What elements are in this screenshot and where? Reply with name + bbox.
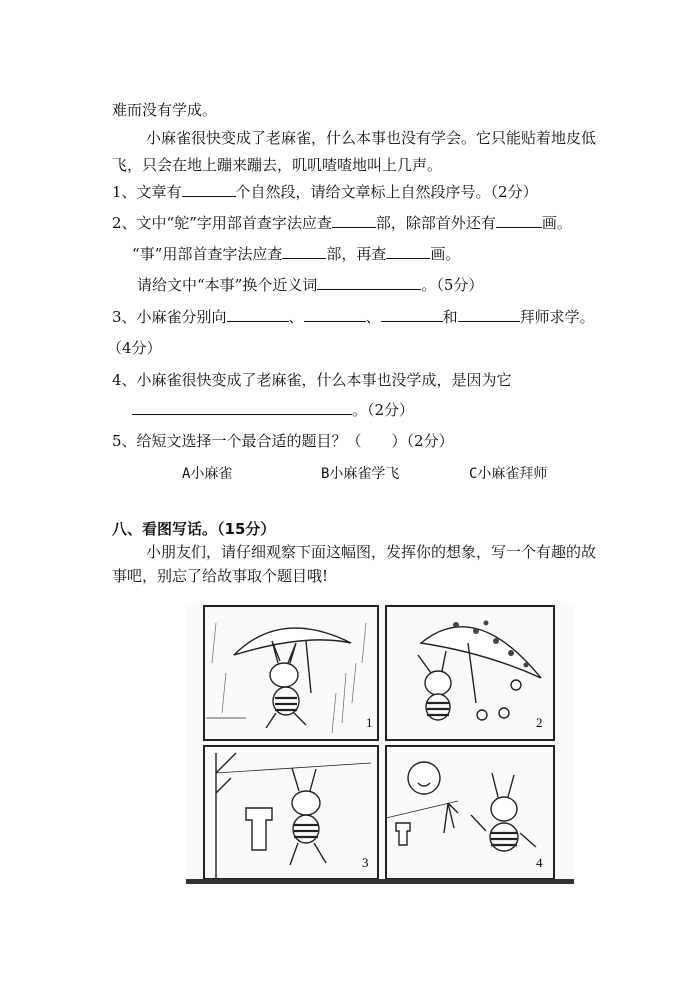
comic-illustration	[186, 603, 574, 885]
q2-blank-synonym[interactable]	[317, 275, 421, 290]
q1-blank[interactable]	[182, 182, 236, 197]
q2-text-h: 。（5分）	[421, 276, 484, 294]
q2-text-a: 2、文中“鸵”字用部首查字法应查	[112, 214, 332, 232]
q3-blank-3[interactable]	[381, 307, 443, 322]
q2-blank-strokes-2[interactable]	[386, 244, 430, 259]
q2-text-d: “事”用部首查字法应查	[132, 245, 283, 263]
q3-blank-2[interactable]	[304, 307, 366, 322]
q4-text-b: 。（2分）	[352, 401, 415, 419]
panel-number-2: 2	[536, 715, 543, 730]
q2-blank-strokes[interactable]	[496, 213, 542, 228]
question-1	[112, 182, 538, 202]
question-3	[112, 307, 595, 327]
option-c[interactable]: C小麻雀拜师	[469, 466, 548, 482]
question-2	[112, 213, 572, 233]
q2-blank-radical[interactable]	[332, 213, 376, 228]
q2-text-f: 画。	[430, 245, 461, 263]
q3-and: 和	[442, 308, 458, 326]
question-2-part-3	[137, 275, 483, 295]
passage-line-2: 小麻雀很快变成了老麻雀，什么本事也没有学会。它只能贴着地皮低	[146, 129, 597, 147]
panel-number-1: 1	[366, 715, 373, 730]
q1-text-a: 1、文章有	[112, 183, 182, 201]
passage-line-1: 难而没有学成。	[112, 101, 218, 119]
q3-sep-1: 、	[288, 308, 304, 326]
passage-line-3: 飞，只会在地上蹦来蹦去，叽叽喳喳地叫上几声。	[112, 156, 443, 174]
question-4-answer	[132, 400, 414, 420]
q1-text-b: 个自然段，请给文章标上自然段序号。（2分）	[235, 183, 538, 201]
question-4: 4、小麻雀很快变成了老麻雀，什么本事也没学成，是因为它	[112, 371, 512, 389]
section-8-intro-2: 事吧，别忘了给故事取个题目哦!	[112, 567, 329, 585]
q2-text-e: 部，再查	[326, 245, 387, 263]
panel-number-3: 3	[362, 855, 369, 870]
q3-text-b: 拜师求学。	[519, 308, 595, 326]
q3-blank-1[interactable]	[227, 307, 289, 322]
q4-blank[interactable]	[132, 400, 352, 415]
q2-text-g: 请给文中“本事”换个近义词	[137, 276, 318, 294]
q2-text-c: 画。	[541, 214, 572, 232]
option-a[interactable]: A小麻雀	[182, 466, 233, 482]
q3-sep-2: 、	[365, 308, 381, 326]
q3-blank-4[interactable]	[458, 307, 520, 322]
panel-number-4: 4	[536, 855, 543, 870]
section-8-intro-1: 小朋友们，请仔细观察下面这幅图，发挥你的想象，写一个有趣的故	[146, 543, 597, 561]
option-b[interactable]: B小麻雀学飞	[321, 466, 400, 482]
question-2-part-2	[132, 244, 460, 264]
question-5: 5、给短文选择一个最合适的题目？（ ）（2分）	[112, 432, 454, 450]
q2-blank-radical-2[interactable]	[282, 244, 326, 259]
section-8-title: 八、看图写话。（15分）	[112, 520, 276, 538]
q3-score: （4分）	[107, 339, 162, 357]
q3-text-a: 3、小麻雀分别向	[112, 308, 227, 326]
q2-text-b: 部，除部首外还有	[375, 214, 496, 232]
